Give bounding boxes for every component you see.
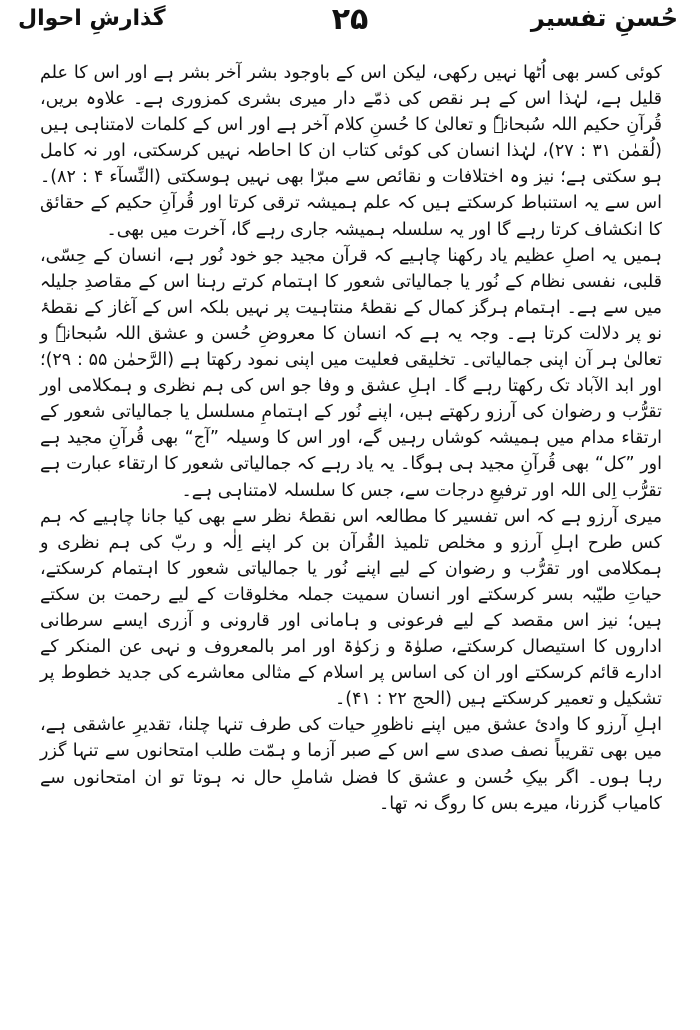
paragraph-3: میری آرزو ہے کہ اس تفسیر کا مطالعہ اس نقطۂ نظر سے بھی کیا جانا چاہیے کہ ہم کس طرح اہلِ آرزو و مخلص تلمیذ القُرآن بن کر اپنے اِلٰہ و ربّ کی ہم نظری و ہمکلامی اور تقرُّب و رضوان کے لیے اپنے نُور یا جمالیاتی شعور کا اہتمام کرسکتے، حیاتِ طیّبہ بسر کرسکتے اور انسان سمیت جملہ مخلوقات کے لیے رحمت بن سکتے ہیں؛ نیز اس مقصد کے لیے فرعونی و ہامانی اور قارونی و آزری ایسے سرطانی اداروں کا استیصال کرسکتے، صلوٰۃ و زکوٰۃ اور امر بالمعروف و نہی عن المنکر کے ادارے قائم کرسکتے اور ان کی اساس پر اسلام کے مثالی معاشرے کی جدید خطوط پر تشکیل و تعمیر کرسکتے ہیں (الحج ۲۲ : ۴۱)۔	[40, 506, 662, 710]
book-title: حُسنِ تفسیر	[530, 4, 678, 32]
paragraph-2: ہمیں یہ اصلِ عظیم یاد رکھنا چاہیے کہ قرآن مجید جو خود نُور ہے، انسان کے حِسّی، قلبی، نفسی نظام کے نُور یا جمالیاتی شعور کا اہتمام کرتے رہنا اس کے مقاصدِ جلیلہ میں سے ہے۔ اہتمام ہرگز کمال کے نقطۂ منتاہیت پر نہیں بلکہ اس کے آغاز کے نقطۂ نو پر دلالت کرتا ہے۔ وجہ یہ ہے کہ انسان کا معروضِ حُسن و عشق اللہ سُبحانہٗ و تعالیٰ ہر آن اپنی جمالیاتی۔ تخلیقی فعلیت میں اپنی نمود رکھتا ہے (الرَّحمٰن ۵۵ : ۲۹)؛ اور ابد الآباد تک رکھتا رہے گا۔ اہلِ عشق و وفا جو اس کی ہم نظری و ہمکلامی اور تقرُّب و رضوان کی آرزو رکھتے ہیں، اپنے نُور کے اہتمامِ مسلسل یا جمالیاتی شعور کے ارتقاء مدام میں ہمیشہ کوشاں رہیں گے، اور اس کا وسیلہ ”آج“ بھی قُرآنِ مجید ہے اور ”کل“ بھی قُرآنِ مجید ہی ہوگا۔ یہ یاد رہے کہ جمالیاتی شعور کا ارتقاء عبارت ہے تقرُّب اِلی اللہ اور ترفیعِ درجات سے، جس کا سلسلہ لامتناہی ہے۔	[40, 245, 662, 501]
chapter-title: گذارشِ احوال	[18, 6, 166, 31]
paragraph-1: کوئی کسر بھی اُٹھا نہیں رکھی، لیکن اس کے باوجود بشر آخر بشر ہے اور اس کا علم قلیل ہے، لہٰذا اس کے ہر نقص کی ذمّے دار میری بشری کمزوری ہے۔ علاوہ بریں، قُرآنِ حکیم اللہ سُبحانہٗ و تعالیٰ کا حُسنِ کلام آخر ہے اور اس کے کلمات لامتناہی ہیں (لُقمٰن ۳۱ : ۲۷)، لہٰذا انسان کی کوئی کتاب ان کا احاطہ نہیں کرسکتی، اور نہ کامل ہو سکتی ہے؛ نیز وہ اختلافات و نقائص سے مبرّا بھی نہیں ہوسکتی (النِّسآء ۴ : ۸۲)۔ اس سے یہ استنباط کرسکتے ہیں کہ علم ہمیشہ ترقی کرتا اور قُرآنِ حکیم کے حقائق کا انکشاف کرتا رہے گا اور یہ سلسلہ ہمیشہ جاری رہے گا، آخرت میں بھی۔	[40, 63, 662, 240]
paragraph-4: اہلِ آرزو کا وادئ عشق میں اپنے ناظورِ حیات کی طرف تنہا چلنا، تقدیرِ عاشقی ہے، میں بھی تقریباً نصف صدی سے اس کے صبر آزما و ہمّت طلب امتحانوں سے تنہا گزر رہا ہوں۔ اگر بیکِ حُسن و عشق کا فضل شاملِ حال نہ ہوتا تو ان امتحانوں سے کامیاب گزرنا، میرے بس کا روگ نہ تھا۔	[40, 715, 662, 814]
page-body	[40, 60, 662, 817]
page-number: ۲۵	[331, 2, 369, 37]
page-header	[0, 0, 700, 50]
